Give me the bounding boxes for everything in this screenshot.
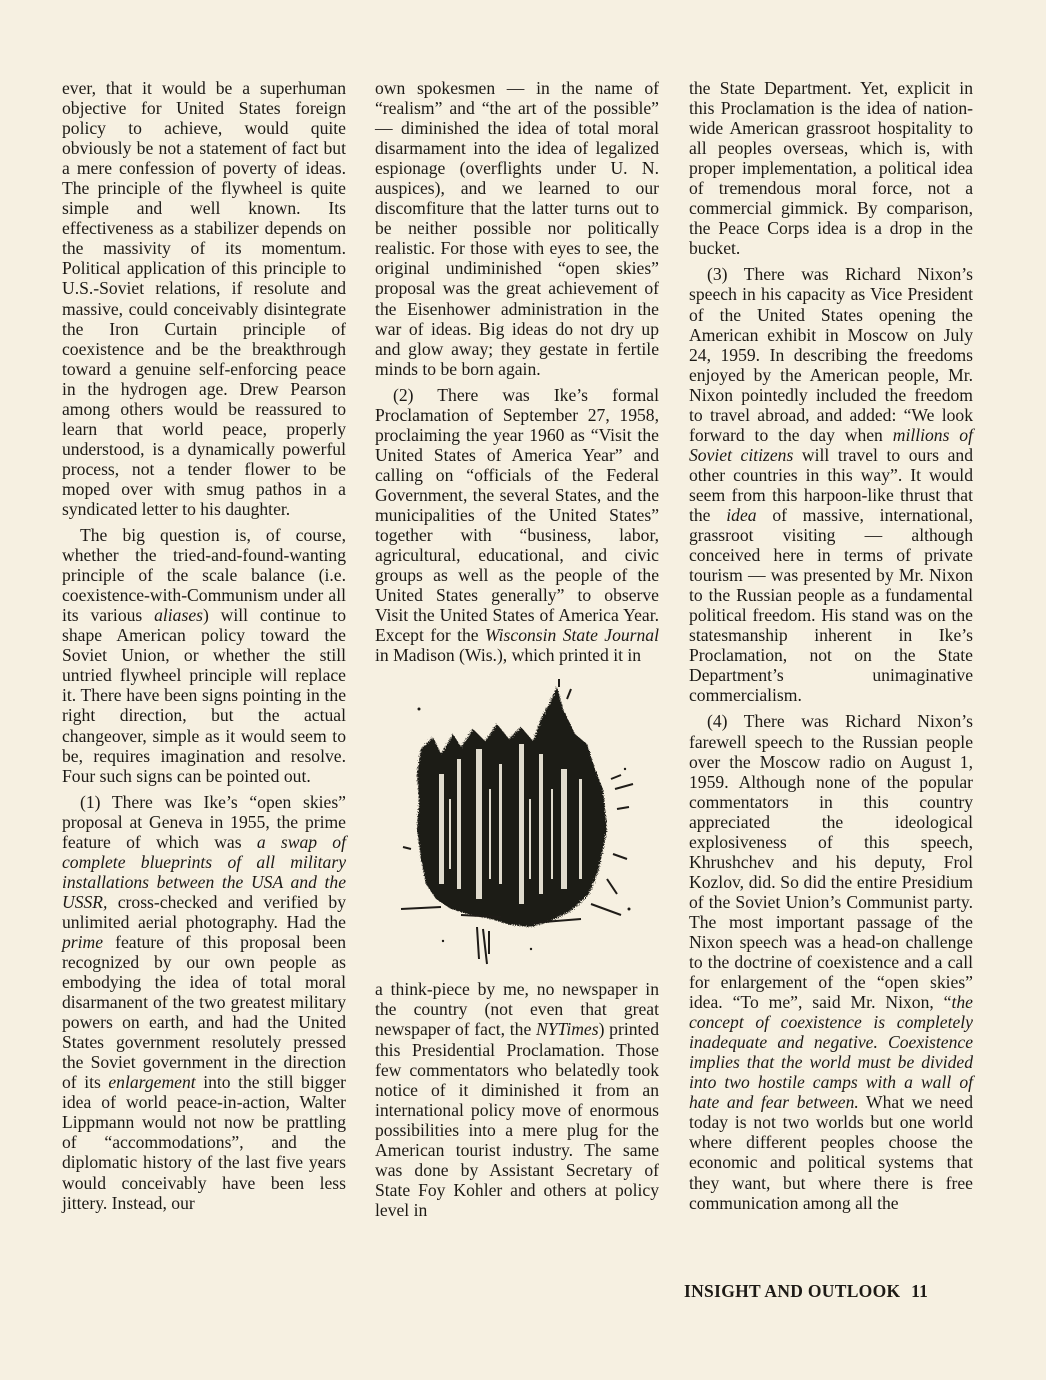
column-2-upper-text (375, 78, 659, 665)
text-run: The big question is, of course, whether the tried-and-found-wanting principle of the scale balance (i.e. coexistence-with-Communism under all its various (62, 525, 346, 626)
text-run: (3) There was Richard Nixon’s speech in his capacity as Vice President of the United States opening the American exhibit in Moscow on July 24, 1959. In describing the freedoms enjoyed by the American people, Mr. Nixon pointedly included the freedom to travel abroad, and added: “We look forward to the day when (689, 264, 973, 445)
paragraph (375, 979, 659, 1220)
text-run: the State Department. Yet, explicit in this Proclamation is the idea of nation-wide American grassroot hospitality to all peoples overseas, which is, with proper implementation, a political idea of tremendous moral force, not a commercial gimmick. By comparison, the Peace Corps idea is a drop in the bucket. (689, 78, 973, 259)
publication-name: INSIGHT AND OUTLOOK (684, 1281, 901, 1301)
text-run: ) will continue to shape American policy toward the Soviet Union, or whether the still untried flywheel principle will replace it. There have been signs pointing in the right direction, but the actual changeover, simple as it would seem to be, requires imagination and resolve. Four such signs can be pointed out. (62, 605, 346, 786)
page-number: 11 (911, 1281, 929, 1301)
page-footer (684, 1281, 974, 1302)
paragraph (689, 78, 973, 258)
ink-illustration (375, 679, 659, 969)
paragraph (62, 525, 346, 786)
paragraph (375, 385, 659, 666)
paragraph (375, 78, 659, 379)
text-run: ever, that it would be a superhuman objective for United States foreign policy to achieve, would quite obviously be not a statement of fact but a mere confession of poverty of ideas. The principle of the flywheel is quite simple and well known. Its effectiveness as a stabilizer depends on the massivity of its momentum. Political application of this principle to U.S.-Soviet relations, if resolute and massive, could conceivably disintegrate the Iron Curtain principle of coexistence and be the breakthrough toward a genuine self-enforcing peace in the hydrogen age. Drew Pearson among others would be reassured to learn that world peace, properly understood, is a dynamically powerful process, not a tender flower to be moped over with smug pathos in a syndicated letter to his daughter. (62, 78, 346, 519)
text-run: (4) There was Richard Nixon’s farewell speech to the Russian people over the Moscow radio on August 1, 1959. Although none of the popular commentators in this country appreciated the ideological explosiveness of this speech, Khrushchev and his deputy, Frol Kozlov, did. So did the entire Presidium of the Soviet Union’s Communist party. The most important passage of the Nixon speech was a head-on challenge to the doctrine of coexistence and a call for enlargement of the “open skies” idea. “To me”, said Mr. Nixon, “ (689, 711, 973, 1013)
column-2-lower-text (375, 979, 659, 1220)
text-run: ) printed this Presidential Proclamation. Those few commentators who belatedly took notice of it diminished it from an international policy move of enormous possibilities into a mere plug for the American tourist industry. The same was done by Assistant Secretary of State Foy Kohler and others at policy level in (375, 1019, 659, 1220)
text-column-3 (689, 78, 973, 1213)
text-run: of massive, international, grassroot visiting — although conceived here in terms of private tourism — was presented by Mr. Nixon to the Russian people as a fundamental political freedom. His stand was on the statesmanship inherent in Ike’s Proclamation, not on the State Department’s unimaginative commercialism. (689, 504, 973, 706)
text-run: What we need today is not two worlds but one world where different peoples choose the economic and political systems that they want, but where there is free communication among all the (689, 1092, 973, 1213)
paragraph (689, 711, 973, 1212)
text-run: into the still bigger idea of world peace-in-action, Walter Lippmann would not now be prattling of “accommodations”, and the diplomatic history of the last five years would conceivably have been less jittery. Instead, our (62, 1072, 347, 1213)
italic-text: NYTimes (536, 1019, 599, 1040)
italic-text: a swap of complete blueprints of all military installations between the USA and the USSR, (62, 831, 346, 912)
ink-illustration-icon (381, 679, 651, 969)
paragraph (689, 264, 973, 705)
text-column-2 (375, 78, 659, 1220)
italic-text: millions of Soviet citizens (689, 424, 973, 465)
italic-text: idea (726, 504, 757, 525)
text-run: own spokesmen — in the name of “realism” and “the art of the possible” — diminished the idea of total moral disarmament into the idea of legalized espionage (overflights under U. N. auspices), and we learned to our discomfiture that the latter turns out to be neither possible nor politically realistic. For those with eyes to see, the original undiminished “open skies” proposal was the great achievement of the Eisenhower administration in the war of ideas. Big ideas do not dry up and glow away; they gestate in fertile minds to be born again. (375, 78, 659, 379)
italic-text: prime (62, 931, 104, 952)
text-run: a think-piece by me, no newspaper in the country (not even that great newspaper of fact, the (375, 979, 659, 1040)
text-run: cross-checked and verified by unlimited aerial photography. Had the (62, 891, 346, 932)
text-run: (1) There was Ike’s “open skies” proposal at Geneva in 1955, the prime feature of which was (62, 791, 346, 852)
paragraph (62, 78, 346, 519)
italic-text: enlargement (108, 1072, 196, 1093)
text-run: (2) There was Ike’s formal Proclamation of September 27, 1958, proclaiming the year 1960 as “Visit the United States of America Year” and calling on “officials of the Federal Government, the several States, and the municipalities of the United States” together with “business, labor, agricultural, educational, and civic groups as well as the people of the United States generally” to observe Visit the United States of America Year. Except for the (375, 384, 659, 646)
italic-text: aliases (154, 605, 203, 626)
text-run: will travel to ours and other countries in this way”. It would seem from this harpoon-like thrust that the (689, 444, 973, 525)
text-run: in Madison (Wis.), which printed it in (375, 645, 642, 666)
italic-text: Wisconsin State Journal (484, 625, 659, 646)
paragraph (62, 792, 346, 1213)
text-run: feature of this proposal been recognized by our own people as embodying the idea of total moral disarmanent of the two greatest military powers on earth, and had the United States government resolutely pressed the Soviet government in the direction of its (62, 931, 346, 1093)
italic-text: the concept of coexistence is completely inadequate and negative. Coexistence implies that the world must be divided into two hostile camps with a wall of hate and fear between. (689, 992, 973, 1113)
text-column-1 (62, 78, 346, 1213)
